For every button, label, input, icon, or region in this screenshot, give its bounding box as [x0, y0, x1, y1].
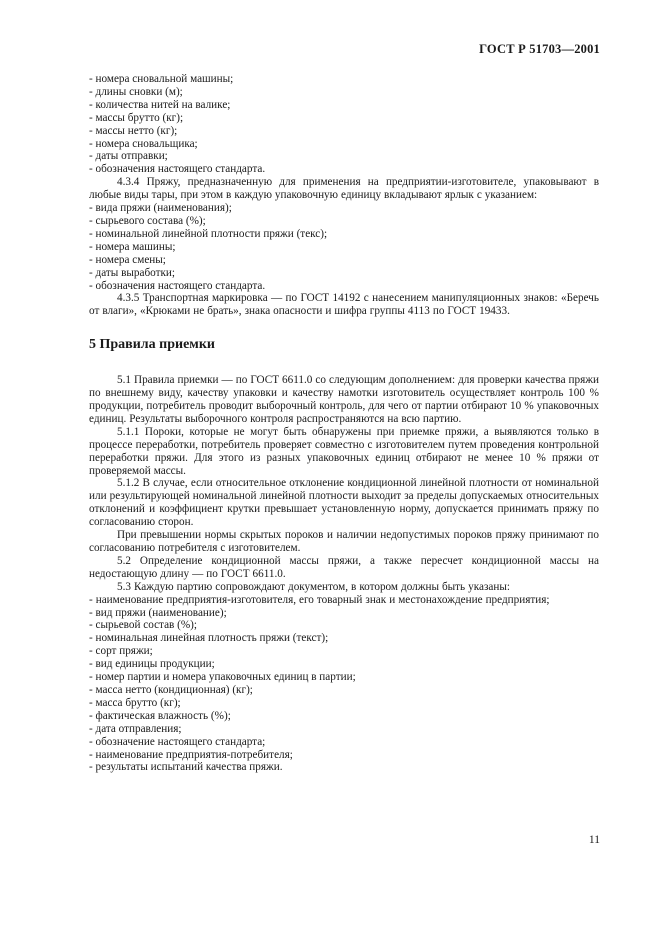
list-item: - вид пряжи (наименование); [89, 606, 227, 619]
list-item: - сорт пряжи; [89, 645, 153, 658]
list-item: - масса брутто (кг); [89, 696, 181, 709]
shipping-label-list [89, 73, 599, 176]
paragraph-5-1-2-continued: При превышении нормы скрытых пороков и наличии недопустимых пороков пряжу принимают по согласованию потребителя с изготовителем. [89, 529, 599, 554]
paragraph-5-3: 5.3 Каждую партию сопровождают документом, в котором должны быть указаны: [117, 580, 510, 593]
section-5-heading: 5 Правила приемки [89, 337, 215, 353]
list-item: - обозначение настоящего стандарта; [89, 735, 266, 748]
list-item: - даты выработки; [89, 266, 176, 279]
document-contents-list [89, 607, 599, 775]
list-item: - сырьевого состава (%); [89, 214, 206, 227]
list-item: - вида пряжи (наименования); [89, 202, 232, 215]
list-item: - количества нитей на валике; [89, 98, 231, 111]
list-item: - вид единицы продукции; [89, 658, 215, 671]
label-contents-list [89, 202, 599, 292]
list-item: - обозначения настоящего стандарта. [89, 163, 266, 176]
list-item: - сырьевой состав (%); [89, 619, 198, 632]
paragraph-4-3-5: 4.3.5 Транспортная маркировка — по ГОСТ 14192 с нанесением манипуляционных знаков: «Беречь от влаги», «Крюками не брать», знака опасности и шифра группы 4113 по ГОСТ 19433. [89, 292, 599, 318]
paragraph-4-3-4: 4.3.4 Пряжу, предназначенную для применения на предприятии-изготовителе, упаковывают в любые виды тары, при этом в каждую упаковочную единицу вкладывают ярлык с указанием: [89, 176, 599, 202]
list-item: - номера сновальщика; [89, 137, 198, 150]
list-item: - массы брутто (кг); [89, 111, 184, 124]
document-code-header: ГОСТ Р 51703—2001 [479, 42, 600, 56]
list-item: - даты отправки; [89, 150, 168, 163]
list-item: - номер партии и номера упаковочных единиц в партии; [89, 671, 356, 684]
list-item: - масса нетто (кондиционная) (кг); [89, 683, 253, 696]
page-content [89, 73, 599, 774]
list-item: - номера сновальной машины; [89, 73, 234, 85]
paragraph-5-1: 5.1 Правила приемки — по ГОСТ 6611.0 со следующим дополнением: для проверки качества пряжи по внешнему виду, качеству упаковки и качеству намотки изготовитель осуществляет контроль 100 % продукции, потребитель проводит выборочный контроль, для чего от партии отбирают 10 % упаковочных единиц. Результаты выборочного контроля распространяются на всю партию. [89, 374, 599, 425]
list-item: - номинальной линейной плотности пряжи (текс); [89, 227, 328, 240]
paragraph-5-1-1: 5.1.1 Пороки, которые не могут быть обнаружены при приемке пряжи, а выявляются только в процессе переработки, потребитель проверяет совместно с изготовителем путем проведения контрольной переработки пряжи. Для этого из разных упаковочных единиц отбирают не менее 10 % пряжи от проверяемой массы. [89, 425, 599, 477]
list-item: - наименование предприятия-потребителя; [89, 748, 293, 761]
page-number: 11 [588, 834, 600, 846]
list-item: - дата отправления; [89, 722, 182, 735]
list-item: - номинальная линейная плотность пряжи (текст); [89, 632, 329, 645]
list-item: - обозначения настоящего стандарта. [89, 279, 266, 292]
paragraph-5-1-2: 5.1.2 В случае, если относительное отклонение кондиционной линейной плотности от номинальной или результирующей номинальной линейной плотности выходит за пределы допускаемых относительных отклонений и коэффициент крутки превышает установленную норму, допускается принимать пряжу по согласованию сторон. [89, 477, 599, 529]
list-item: - массы нетто (кг); [89, 124, 178, 137]
paragraph-5-2: 5.2 Определение кондиционной массы пряжи, а также пересчет кондиционной массы на недостающую длину — по ГОСТ 6611.0. [89, 554, 599, 580]
list-item: - результаты испытаний качества пряжи. [89, 761, 283, 774]
list-item: - номера смены; [89, 253, 166, 266]
list-item-manufacturer: - наименование предприятия-изготовителя, его товарный знак и местонахождение предприятия; [89, 593, 550, 606]
list-item: - длины сновки (м); [89, 85, 183, 98]
list-item: - фактическая влажность (%); [89, 709, 231, 722]
list-item: - номера машины; [89, 240, 176, 253]
